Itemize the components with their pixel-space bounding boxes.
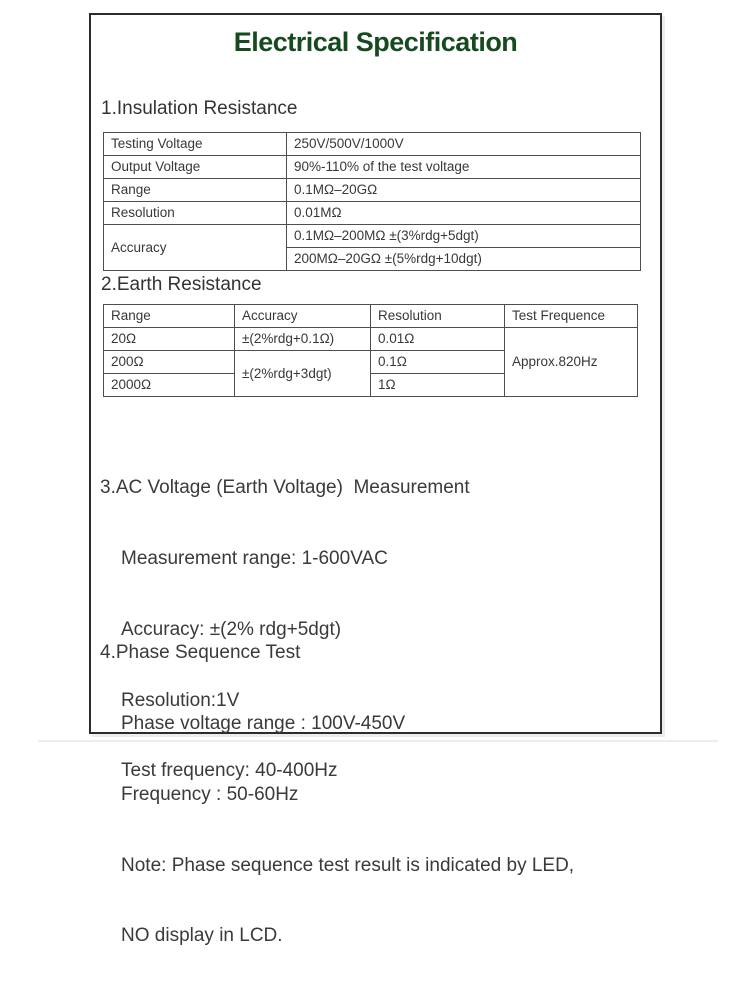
row-value: 250V/500V/1000V bbox=[287, 133, 641, 156]
row-label-accuracy: Accuracy bbox=[104, 225, 287, 271]
accuracy-range-1: 0.1MΩ–200MΩ ±(3%rdg+5dgt) bbox=[287, 225, 641, 248]
row-value: 0.01MΩ bbox=[287, 202, 641, 225]
table-row bbox=[104, 328, 638, 351]
spec-line: Phase voltage range : 100V-450V bbox=[121, 712, 406, 734]
page-bottom-shadow bbox=[38, 740, 718, 742]
insulation-resistance-table bbox=[103, 132, 641, 271]
row-value: 90%-110% of the test voltage bbox=[287, 156, 641, 179]
range-cell: 2000Ω bbox=[104, 374, 235, 397]
spec-line: Accuracy: ±(2% rdg+5dgt) bbox=[121, 618, 342, 640]
row-label: Range bbox=[104, 179, 287, 202]
accuracy-cell: ±(2%rdg+3dgt) bbox=[235, 351, 371, 397]
column-header-resolution: Resolution bbox=[371, 305, 505, 328]
range-cell: 200Ω bbox=[104, 351, 235, 374]
earth-resistance-table bbox=[103, 304, 638, 397]
row-label: Output Voltage bbox=[104, 156, 287, 179]
table-row bbox=[104, 156, 641, 179]
section-heading-ac-voltage: 3.AC Voltage (Earth Voltage) Measurement bbox=[100, 477, 470, 499]
table-row bbox=[104, 202, 641, 225]
page-title: Electrical Specification bbox=[233, 27, 518, 57]
section-heading-earth-resistance: 2.Earth Resistance bbox=[101, 274, 262, 295]
row-label: Testing Voltage bbox=[104, 133, 287, 156]
spec-line: Note: Phase sequence test result is indicated by LED, bbox=[121, 854, 575, 876]
table-row bbox=[104, 225, 641, 248]
spec-line: Frequency : 50-60Hz bbox=[121, 783, 299, 805]
frequence-cell: Approx.820Hz bbox=[505, 328, 638, 397]
table-header-row bbox=[104, 305, 638, 328]
range-cell: 20Ω bbox=[104, 328, 235, 351]
table-row bbox=[104, 133, 641, 156]
section-phase-sequence-test bbox=[100, 594, 645, 995]
spec-line: Test frequency: 40-400Hz bbox=[121, 760, 338, 782]
resolution-cell: 0.1Ω bbox=[371, 351, 505, 374]
spec-line: Measurement range: 1-600VAC bbox=[121, 547, 388, 569]
table-row bbox=[104, 179, 641, 202]
accuracy-cell: ±(2%rdg+0.1Ω) bbox=[235, 328, 371, 351]
spec-line: NO display in LCD. bbox=[121, 925, 283, 947]
row-value: 0.1MΩ–20GΩ bbox=[287, 179, 641, 202]
section-heading-phase-sequence: 4.Phase Sequence Test bbox=[100, 642, 301, 664]
row-label: Resolution bbox=[104, 202, 287, 225]
spec-line: Resolution:1V bbox=[121, 689, 240, 711]
column-header-test-frequence: Test Frequence bbox=[505, 305, 638, 328]
column-header-range: Range bbox=[104, 305, 235, 328]
column-header-accuracy: Accuracy bbox=[235, 305, 371, 328]
resolution-cell: 0.01Ω bbox=[371, 328, 505, 351]
section-heading-insulation-resistance: 1.Insulation Resistance bbox=[101, 98, 298, 119]
resolution-cell: 1Ω bbox=[371, 374, 505, 397]
accuracy-range-2: 200MΩ–20GΩ ±(5%rdg+10dgt) bbox=[287, 248, 641, 271]
